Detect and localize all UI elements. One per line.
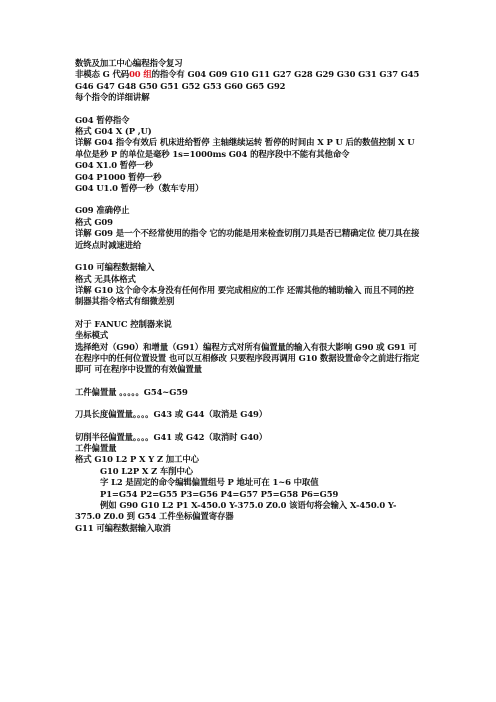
spacer [75,104,421,115]
spacer [75,421,421,432]
spacer [75,398,421,409]
g04-example-3: G04 U1.0 暂停一秒（数车专用） [75,183,204,194]
intro-line3: 每个指令的详细讲解 [75,92,150,103]
g10-heading: G10 可编程数据输入 [75,262,155,273]
spacer [75,194,421,205]
g11-line: G11 可编程数据输入取消 [75,522,171,533]
length-offset: 刀具长度偏置量。。。。G43 或 G44（取消是 G49） [75,409,268,420]
doc-title: 数铣及加工中心编程指令复习 [75,58,183,68]
p-mapping: P1=G54 P2=G55 P3=G56 P4=G57 P5=G58 P6=G59 [100,488,339,499]
coord-mode: 坐标模式 [75,330,109,341]
g10-example: 例如 G90 G10 L2 P1 X-450.0 Y-375.0 Z0.0 该语句将会输入 X-450.0 Y-375.0 Z0.0 到 G54 工件坐标偏置寄存器 [75,500,397,522]
g09-heading: G09 准确停止 [75,205,130,216]
g04-example-1: G04 X1.0 暂停一秒 [75,160,153,171]
intro-paragraph [75,69,421,92]
work-offset-heading: 工件偏置量 [75,442,117,453]
g04-example-2: G04 P1000 暂停一秒 [75,171,162,182]
g04-heading: G04 暂停指令 [75,114,130,125]
g09-detail: 详解 G09 是一个不经常使用的指令 它的功能是用来检查切削刀具是否已精确定位 使刀具在接近终点时减速进给 [75,228,420,250]
g04-format: 格式 G04 X (P ,U) [75,126,152,137]
radius-offset: 切削半径偏置量。。。。G41 或 G42（取消时 G40） [75,431,268,442]
g10-format-mc: 格式 G10 L2 P X Y Z 加工中心 [75,454,199,465]
spacer [75,251,421,262]
g10-format: 格式 无具体格式 [75,273,136,284]
intro-prefix: 非模态 G 代码 [75,69,130,80]
spacer [75,308,421,319]
spacer [75,376,421,387]
g04-detail: 详解 G04 指令有效后 机床进给暂停 主轴继续运转 暂停的时间由 X P U 后的数值控制 X U 单位是秒 P 的单位是毫秒 1s=1000ms G04 的程序段中不能有其他命令 [75,137,415,159]
l2-note: 字 L2 是固定的命令编辑偏置组号 P 地址可在 1~6 中取值 [100,477,319,488]
work-offset: 工件偏置量 。。。。。G54~G59 [75,386,188,397]
fanuc-detail: 选择绝对（G90）和增量（G91）编程方式对所有偏置量的输入有很大影响 G90 或 G91 可在程序中的任何位置设置 也可以互相修改 只要程序段再调用 G10 数据设置命令之前进行指定即可 可在程序中设置的有效偏置量 [75,341,420,375]
g09-format: 格式 G09 [75,216,113,227]
intro-suffix: 的指令有 G04 G09 G10 G11 G27 G28 G29 G30 G31 G37 G45 G46 G47 G48 G50 G51 G52 G53 G60 G65 G92 [75,69,420,91]
g10-format-lathe: G10 L2P X Z 车削中心 [100,465,193,476]
fanuc-heading: 对于 FANUC 控制器来说 [75,318,172,329]
intro-red-text: 00 组 [129,69,152,80]
g10-detail: 详解 G10 这个命令本身没有任何作用 要完成相应的工作 还需其他的辅助输入 而且不同的控制器其指令格式有细微差别 [75,284,414,307]
document-body [75,58,421,534]
